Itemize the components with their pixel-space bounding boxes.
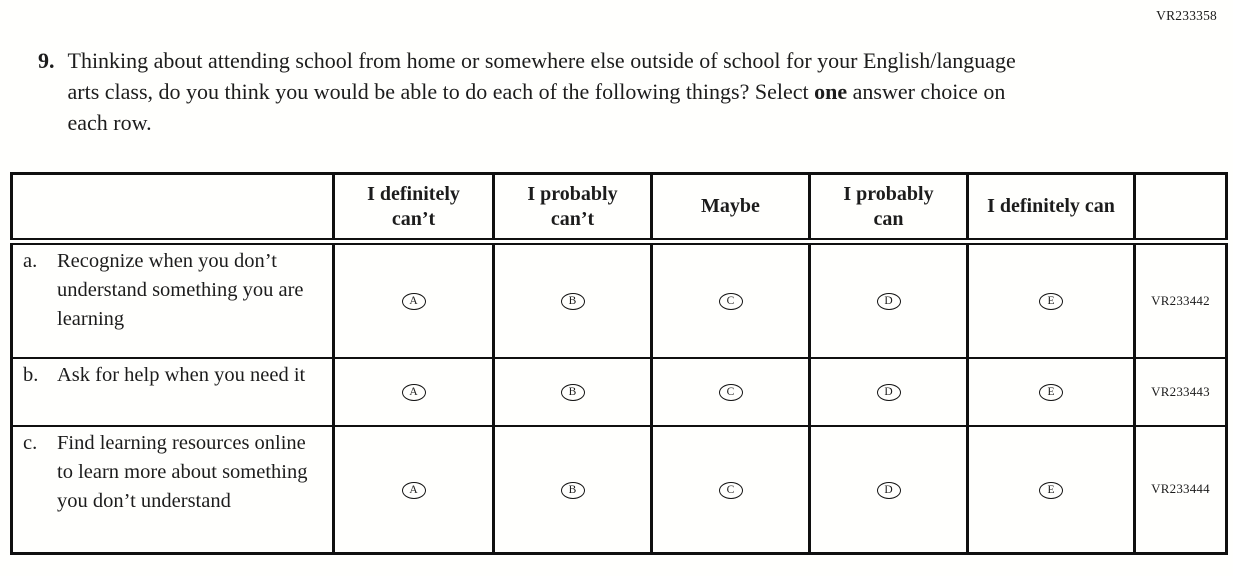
table-row-b (12, 358, 1227, 426)
row-b-cell-A (334, 358, 494, 426)
row-c-option-B[interactable]: B (561, 482, 585, 499)
row-c-item (12, 426, 334, 554)
header-row (12, 174, 1227, 242)
row-a-item (12, 242, 334, 358)
form-code-top-right: VR233358 (1156, 8, 1217, 23)
row-b-cell-E (968, 358, 1135, 426)
answer-grid-wrapper (10, 172, 1228, 555)
row-b-cell-D (810, 358, 968, 426)
row-a-letter: a. (23, 250, 38, 272)
row-b-item (12, 358, 334, 426)
question-number: 9. (38, 48, 55, 73)
question-text-post: answer choice on each row. (67, 79, 1006, 135)
row-a-cell-E (968, 242, 1135, 358)
header-item-blank (12, 174, 334, 242)
answer-grid-table (10, 172, 1228, 555)
row-b-option-D[interactable]: D (877, 384, 901, 401)
row-c-text: Find learning resources online to learn more about something you don’t understand (57, 431, 308, 512)
question-text-pre: Thinking about attending school from home or somewhere else outside of school for your English/language arts class, do you think you would be able to do each of the following things? Select (67, 48, 1016, 104)
row-c-code: VR233444 (1135, 426, 1227, 554)
row-a-option-E[interactable]: E (1039, 293, 1063, 310)
row-c-option-D[interactable]: D (877, 482, 901, 499)
row-a-cell-B (494, 242, 652, 358)
row-a-option-C[interactable]: C (719, 293, 743, 310)
header-maybe: Maybe (652, 174, 810, 242)
table-row-c (12, 426, 1227, 554)
header-probably-can: I probably can (810, 174, 968, 242)
row-a-cell-C (652, 242, 810, 358)
row-c-option-C[interactable]: C (719, 482, 743, 499)
row-b-option-E[interactable]: E (1039, 384, 1063, 401)
question-text-bold: one (814, 79, 848, 104)
row-a-option-D[interactable]: D (877, 293, 901, 310)
row-b-option-C[interactable]: C (719, 384, 743, 401)
row-b-letter: b. (23, 363, 39, 386)
header-definitely-cant: I definitely can’t (334, 174, 494, 242)
question-text (68, 45, 1036, 138)
question-block (38, 45, 1036, 138)
row-c-option-A[interactable]: A (402, 482, 426, 499)
row-b-option-B[interactable]: B (561, 384, 585, 401)
row-c-cell-A (334, 426, 494, 554)
table-row-a (12, 242, 1227, 358)
row-a-code: VR233442 (1135, 242, 1227, 358)
row-b-cell-B (494, 358, 652, 426)
row-b-cell-C (652, 358, 810, 426)
row-c-cell-B (494, 426, 652, 554)
row-c-cell-E (968, 426, 1135, 554)
row-b-text: Ask for help when you need it (57, 363, 306, 386)
header-code-blank (1135, 174, 1227, 242)
row-a-option-B[interactable]: B (561, 293, 585, 310)
row-c-cell-C (652, 426, 810, 554)
header-definitely-can: I definitely can (968, 174, 1135, 242)
row-c-option-E[interactable]: E (1039, 482, 1063, 499)
row-c-letter: c. (23, 431, 38, 454)
row-a-text: Recognize when you don’t understand something you are learning (57, 250, 304, 330)
row-a-cell-A (334, 242, 494, 358)
row-b-option-A[interactable]: A (402, 384, 426, 401)
row-a-option-A[interactable]: A (402, 293, 426, 310)
row-b-code: VR233443 (1135, 358, 1227, 426)
header-probably-cant: I probably can’t (494, 174, 652, 242)
row-a-cell-D (810, 242, 968, 358)
row-c-cell-D (810, 426, 968, 554)
